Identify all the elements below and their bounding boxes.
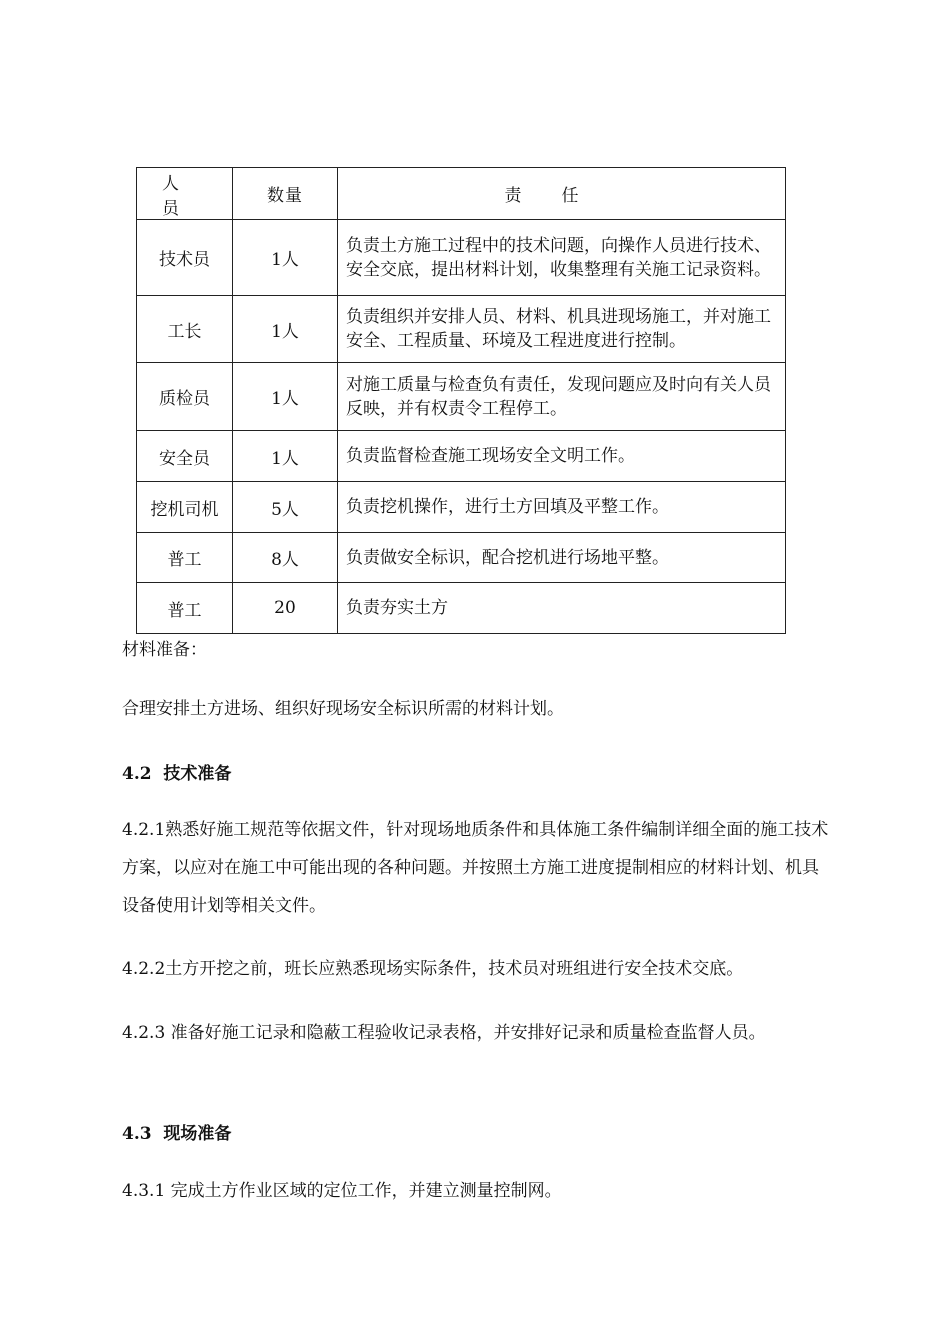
count-cell: 8人 <box>233 533 338 583</box>
count-cell: 5人 <box>233 482 338 533</box>
paragraph-4-2-3: 4.2.3 准备好施工记录和隐蔽工程验收记录表格，并安排好记录和质量检查监督人员。 <box>122 1023 766 1043</box>
count-cell: 1人 <box>233 363 338 431</box>
table-row <box>137 296 786 363</box>
role-cell: 工长 <box>137 296 233 363</box>
duty-cell: 负责做安全标识，配合挖机进行场地平整。 <box>338 533 786 583</box>
role-cell: 质检员 <box>137 363 233 431</box>
duty-cell: 对施工质量与检查负有责任，发现问题应及时向有关人员反映，并有权责令工程停工。 <box>338 363 786 431</box>
table-row <box>137 482 786 533</box>
count-cell: 20 <box>233 583 338 634</box>
table-row <box>137 363 786 431</box>
staff-table <box>136 167 786 634</box>
header-personnel: 人员 <box>137 168 233 220</box>
duty-cell: 负责监督检查施工现场安全文明工作。 <box>338 431 786 482</box>
role-cell: 普工 <box>137 533 233 583</box>
section-heading-4-3: 4.3 现场准备 <box>122 1124 232 1144</box>
count-cell: 1人 <box>233 296 338 363</box>
table-row <box>137 431 786 482</box>
header-count: 数量 <box>233 168 338 220</box>
count-cell: 1人 <box>233 220 338 296</box>
paragraph-4-3-1: 4.3.1 完成土方作业区域的定位工作，并建立测量控制网。 <box>122 1181 562 1201</box>
duty-cell: 负责夯实土方 <box>338 583 786 634</box>
table-row <box>137 583 786 634</box>
role-cell: 技术员 <box>137 220 233 296</box>
role-cell: 安全员 <box>137 431 233 482</box>
material-text: 合理安排土方进场、组织好现场安全标识所需的材料计划。 <box>122 699 564 719</box>
header-duty: 责任 <box>338 168 786 220</box>
section-heading-4-2: 4.2 技术准备 <box>122 764 232 784</box>
role-cell: 普工 <box>137 583 233 634</box>
duty-cell: 负责土方施工过程中的技术问题，向操作人员进行技术、安全交底，提出材料计划，收集整理有关施工记录资料。 <box>338 220 786 296</box>
material-label: 材料准备： <box>122 640 207 660</box>
table-header-row <box>137 168 786 220</box>
duty-cell: 负责组织并安排人员、材料、机具进现场施工，并对施工安全、工程质量、环境及工程进度进行控制。 <box>338 296 786 363</box>
role-cell: 挖机司机 <box>137 482 233 533</box>
duty-cell: 负责挖机操作，进行土方回填及平整工作。 <box>338 482 786 533</box>
table-row <box>137 533 786 583</box>
table-row <box>137 220 786 296</box>
paragraph-4-2-1: 4.2.1熟悉好施工规范等依据文件，针对现场地质条件和具体施工条件编制详细全面的施工技术方案，以应对在施工中可能出现的各种问题。并按照土方施工进度提制相应的材料计划、机具设备使用计划等相关文件。 <box>122 820 829 916</box>
paragraph-4-2-2: 4.2.2土方开挖之前，班长应熟悉现场实际条件，技术员对班组进行安全技术交底。 <box>122 959 744 979</box>
count-cell: 1人 <box>233 431 338 482</box>
